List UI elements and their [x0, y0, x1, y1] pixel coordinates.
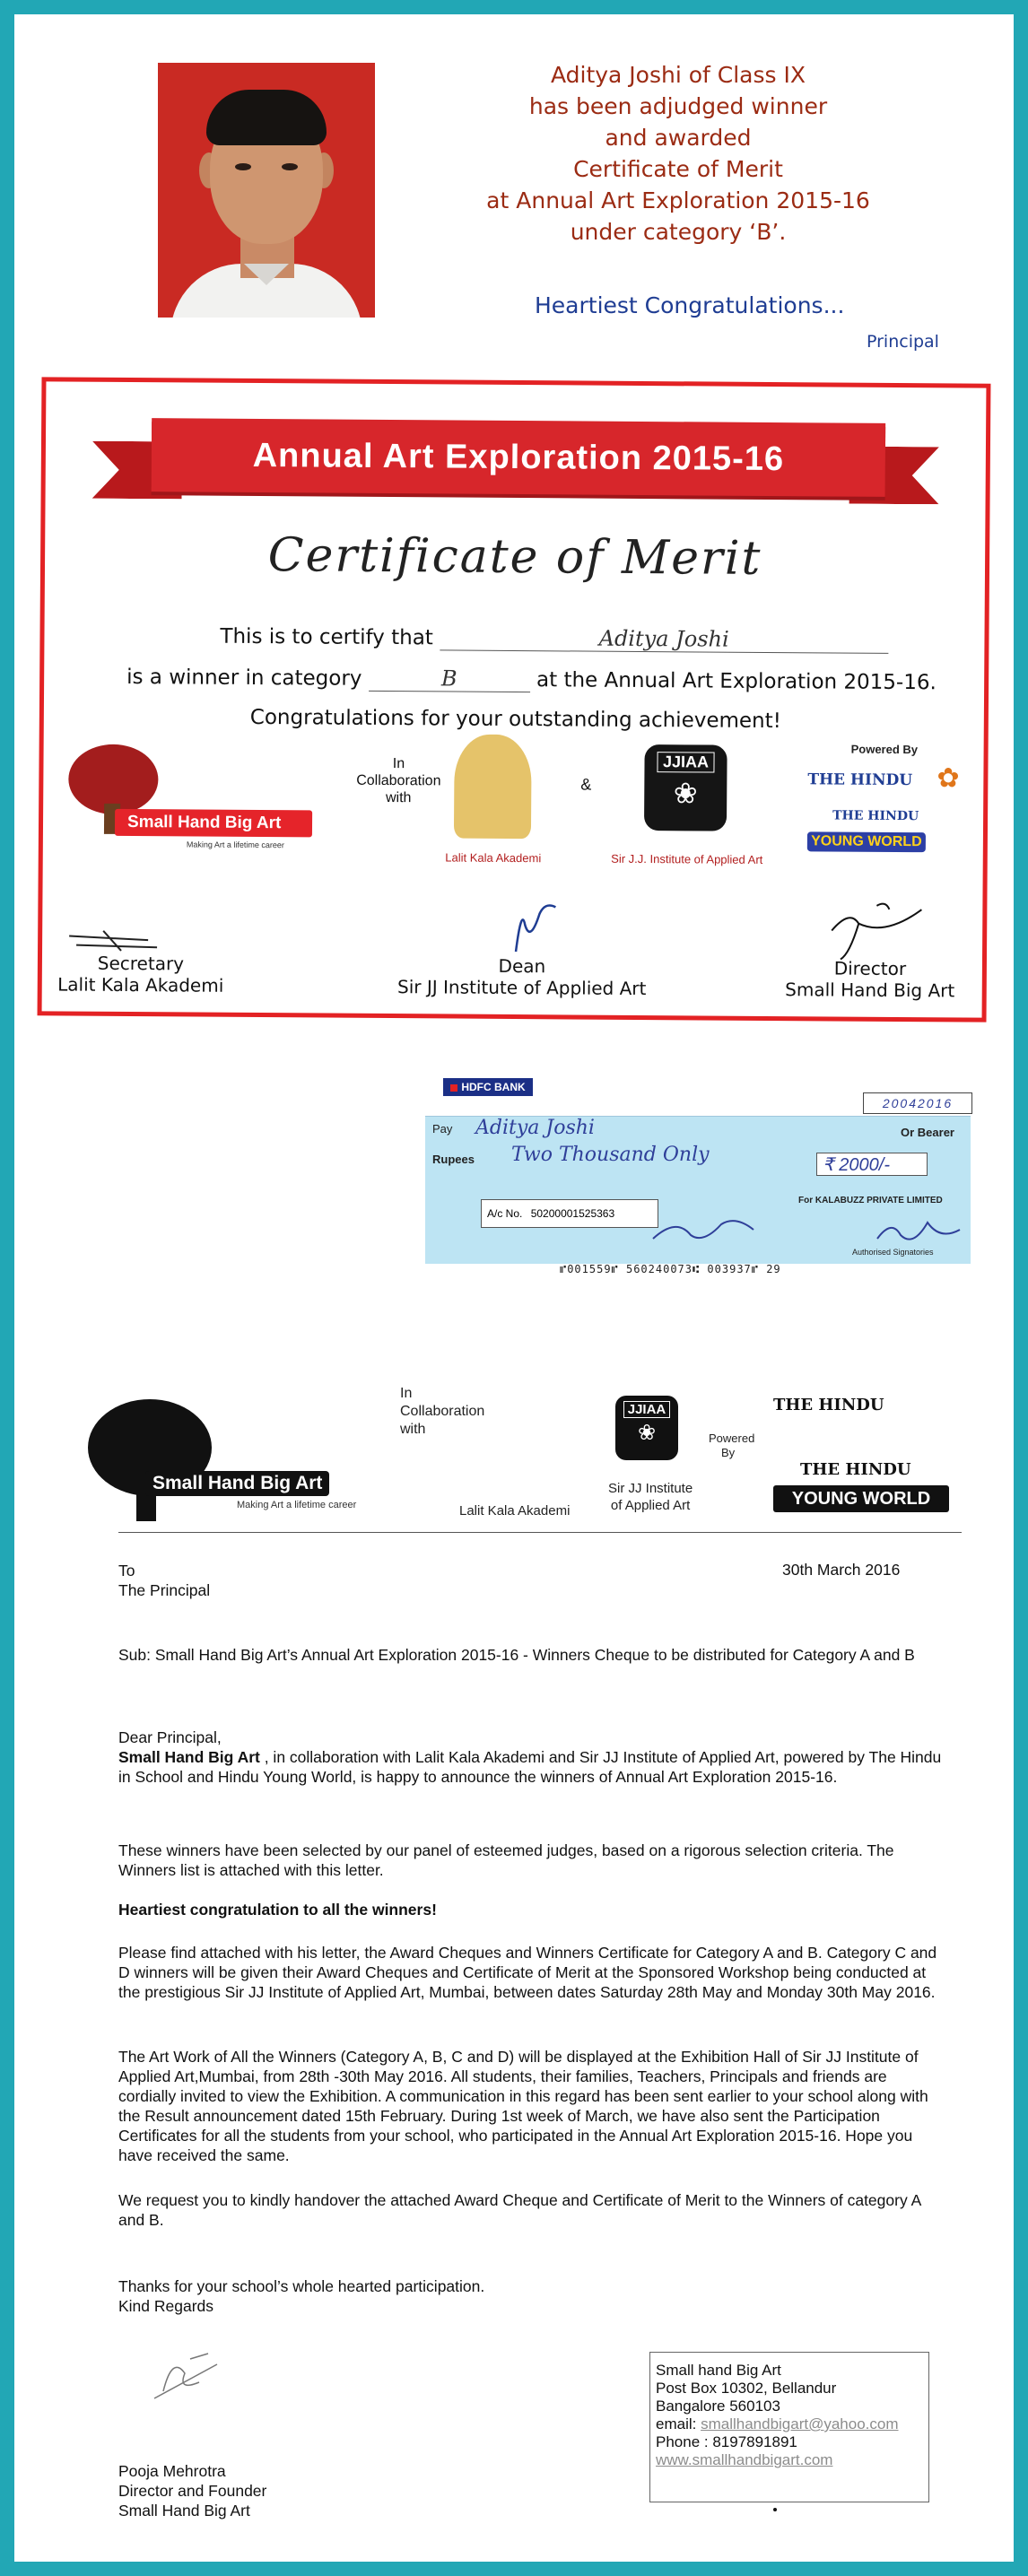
- shba-logo: [61, 740, 324, 850]
- notice-line: Certificate of Merit: [573, 156, 783, 182]
- letterhead-powered-by: [709, 1432, 754, 1460]
- category-line: [126, 664, 937, 695]
- page-dot: [773, 2508, 777, 2511]
- signer-title: Director and Founder: [118, 2482, 267, 2500]
- notice-line: Aditya Joshi of Class IX: [550, 62, 806, 88]
- page-sheet: [14, 14, 1014, 2562]
- signer-org: Small Hand Big Art: [118, 2502, 250, 2519]
- jjiaa-text: JJIAA: [623, 1401, 671, 1418]
- cheque-signature-1: [649, 1212, 757, 1248]
- achievement-line: Congratulations for your outstanding achievement!: [249, 705, 781, 734]
- notice-line: at Annual Art Exploration 2015-16: [486, 187, 870, 213]
- sig-title: Director: [833, 957, 907, 980]
- sig-org: Lalit Kala Akademi: [57, 973, 224, 996]
- letter-subject: Sub: Small Hand Big Art’s Annual Art Exploration 2015-16 - Winners Cheque to be distributed for Category A and B: [118, 1646, 915, 1664]
- letterhead-brand: Small Hand Big Art: [145, 1471, 329, 1496]
- collab-line: Collaboration: [400, 1404, 485, 1419]
- letter-paragraph-2: These winners have been selected by our panel of esteemed judges, based on a rigorous selection criteria. The Winners list is attached with this letter.: [118, 1841, 894, 1879]
- letterhead-the-hindu: THE HINDU: [773, 1396, 884, 1414]
- flower-icon: ✿: [937, 763, 960, 794]
- regards-line: Kind Regards: [118, 2297, 214, 2315]
- letter-paragraph-3: Please find attached with his letter, the Award Cheques and Winners Certificate for Category A and B. Category C and D winners will be given their Award Cheques and Certificate of Merit at the Sponsored Workshop being conducted at the prestigious Sir JJ Institute of Applied Art, Mumbai, between dates Saturday 28th May and Monday 30th May 2016.: [118, 1944, 937, 2001]
- notice-line: has been adjudged winner: [528, 93, 828, 119]
- founder-signature: [145, 2346, 226, 2406]
- letter-date: 30th March 2016: [782, 1561, 901, 1579]
- letterhead-the-hindu-2: THE HINDU: [800, 1460, 911, 1479]
- phone-line: Phone : 8197891891: [656, 2433, 797, 2450]
- account-box: [481, 1199, 658, 1228]
- category-prefix: is a winner in category: [126, 665, 362, 691]
- award-cheque: [425, 1078, 971, 1277]
- winner-name: Aditya Joshi: [440, 624, 888, 653]
- caption-line: of Applied Art: [610, 1498, 691, 1513]
- the-hindu-logo-2: THE HINDU: [832, 808, 919, 824]
- collab-line: In: [400, 1386, 413, 1401]
- email-link[interactable]: smallhandbigart@yahoo.com: [701, 2415, 899, 2432]
- certify-line: [220, 623, 888, 654]
- shba-tagline: Making Art a lifetime career: [186, 840, 284, 850]
- signer-name: Pooja Mehrotra: [118, 2462, 226, 2480]
- website-link[interactable]: www.smallhandbigart.com: [656, 2451, 833, 2468]
- powered-line: Powered: [709, 1432, 755, 1445]
- address-line: Small hand Big Art: [656, 2362, 781, 2379]
- letterhead-collaboration: [400, 1385, 484, 1439]
- certificate-ribbon: Annual Art Exploration 2015-16: [152, 418, 886, 497]
- category-value: B: [369, 666, 530, 692]
- lalit-kala-emblem-icon: [454, 735, 532, 840]
- shba-name: Small Hand Big Art: [115, 809, 312, 838]
- letter-paragraph-5: We request you to kindly handover the attached Award Cheque and Certificate of Merit to the Winners of category A and B.: [118, 2191, 921, 2229]
- ampersand: &: [580, 775, 592, 794]
- letter-salutation: Dear Principal,: [118, 1728, 222, 1746]
- powered-by: Powered By: [850, 742, 919, 757]
- letter-heading: Heartiest congratulation to all the winners!: [118, 1901, 437, 1919]
- collab-line: with: [400, 1422, 426, 1437]
- category-suffix: at the Annual Art Exploration 2015-16.: [536, 668, 937, 695]
- certificate-of-merit: [38, 377, 991, 1022]
- letter-closing: [118, 2276, 947, 2316]
- signature-block-secretary: [53, 952, 229, 996]
- address-box: [649, 2352, 929, 2502]
- para1-text: , in collaboration with Lalit Kala Akademi and Sir JJ Institute of Applied Art, powered by The Hindu in School and Hindu Young World, is happy to announce the winners of Annual Art Exploration 2015-16.: [118, 1748, 942, 1786]
- bank-name: [443, 1078, 533, 1096]
- letterhead-jjiaa-caption: [608, 1480, 693, 1514]
- collaboration-text: [353, 755, 443, 807]
- signature-block-director: [769, 957, 971, 1002]
- letter-paragraph-4: The Art Work of All the Winners (Category A, B, C and D) will be displayed at the Exhibition Hall of Sir JJ Institute of Applied Art,Mumbai, from 28th -30th May 2016. All students, their families, Teachers, Principals and friends are cordially invited to view the Exhibition. A communication in this regard has been sent earlier to your school along with the Result announcement dated 15th February. During 1st week of March, we have also sent the Participation Certificates for all the students from your school, who participated in the Annual Art Exploration 2015-16. Hope you have received the same.: [118, 2048, 928, 2164]
- letterhead-lalit-kala: Lalit Kala Akademi: [459, 1503, 571, 1519]
- amount-in-words: Two Thousand Only: [511, 1144, 710, 1166]
- signature-block-dean: [383, 954, 661, 999]
- student-photo: [158, 63, 375, 318]
- cheque-date: 20042016: [863, 1092, 972, 1114]
- sig-org: Sir JJ Institute of Applied Art: [397, 976, 647, 1000]
- recipient-line: The Principal: [118, 1581, 211, 1599]
- company-name: For KALABUZZ PRIVATE LIMITED: [798, 1196, 943, 1205]
- cheque-signature-2: [874, 1215, 963, 1248]
- authorised-signatories: Authorised Signatories: [852, 1248, 934, 1257]
- email-label: email:: [656, 2415, 701, 2432]
- award-notice: [481, 59, 876, 248]
- brand-bold: Small Hand Big Art: [118, 1748, 260, 1766]
- powered-line: By: [721, 1446, 736, 1459]
- secretary-signature: [67, 927, 166, 955]
- founder-signoff: [118, 2461, 266, 2520]
- congratulations-text: Heartiest Congratulations...: [535, 292, 845, 318]
- collab-line: Collaboration: [356, 772, 441, 789]
- jjiaa-text: JJIAA: [658, 752, 714, 772]
- address-line: Bangalore 560103: [656, 2398, 780, 2415]
- director-signature: [823, 900, 930, 963]
- the-hindu-logo: THE HINDU: [807, 770, 913, 790]
- sig-title: Secretary: [97, 952, 185, 975]
- rupees-label: Rupees: [432, 1153, 475, 1166]
- letterhead-divider: [118, 1532, 962, 1533]
- cheque-body: [425, 1116, 971, 1264]
- account-number: 50200001525363: [530, 1207, 615, 1220]
- certificate-title: Certificate of Merit: [267, 528, 762, 586]
- caption-line: Sir JJ Institute: [608, 1481, 693, 1496]
- letterhead-tagline: Making Art a lifetime career: [237, 1500, 357, 1510]
- collab-line: with: [385, 790, 412, 806]
- certify-text: This is to certify that: [220, 624, 433, 650]
- jjiaa-logo: [644, 744, 727, 831]
- bank-label: HDFC BANK: [461, 1081, 526, 1093]
- collab-line: In: [392, 756, 405, 772]
- recipient-line: To: [118, 1562, 135, 1580]
- sig-title: Dean: [498, 954, 546, 978]
- dean-signature: [509, 898, 562, 955]
- pay-label: Pay: [432, 1122, 453, 1136]
- young-world-logo: YOUNG WORLD: [807, 831, 926, 852]
- letterhead-tree-icon: [74, 1388, 233, 1523]
- letter-paragraph-1: [118, 1747, 947, 1787]
- email-line: [656, 2415, 923, 2433]
- lalit-kala-caption: Lalit Kala Akademi: [445, 850, 542, 866]
- sig-org: Small Hand Big Art: [785, 979, 955, 1002]
- bearer-label: Or Bearer: [901, 1126, 954, 1139]
- principal-sign: Principal: [867, 332, 939, 352]
- notice-line: under category ‘B’.: [570, 219, 787, 245]
- letterhead-young-world: YOUNG WORLD: [773, 1485, 949, 1512]
- payee-name: Aditya Joshi: [475, 1117, 595, 1139]
- micr-line: ⑈001559⑈ 560240073⑆ 003937⑈ 29: [560, 1263, 781, 1275]
- notice-line: and awarded: [605, 125, 752, 151]
- thanks-line: Thanks for your school’s whole hearted participation.: [118, 2277, 485, 2295]
- letterhead-jjiaa-logo: [615, 1396, 678, 1460]
- jjiaa-caption: Sir J.J. Institute of Applied Art: [611, 851, 763, 866]
- amount-figures: ₹ 2000/-: [816, 1153, 928, 1176]
- letter-recipient: [118, 1561, 477, 1600]
- lotus-icon: ❀: [673, 777, 698, 810]
- account-label: A/c No.: [487, 1207, 523, 1220]
- address-line: Post Box 10302, Bellandur: [656, 2380, 837, 2397]
- lotus-icon: ❀: [637, 1421, 657, 1445]
